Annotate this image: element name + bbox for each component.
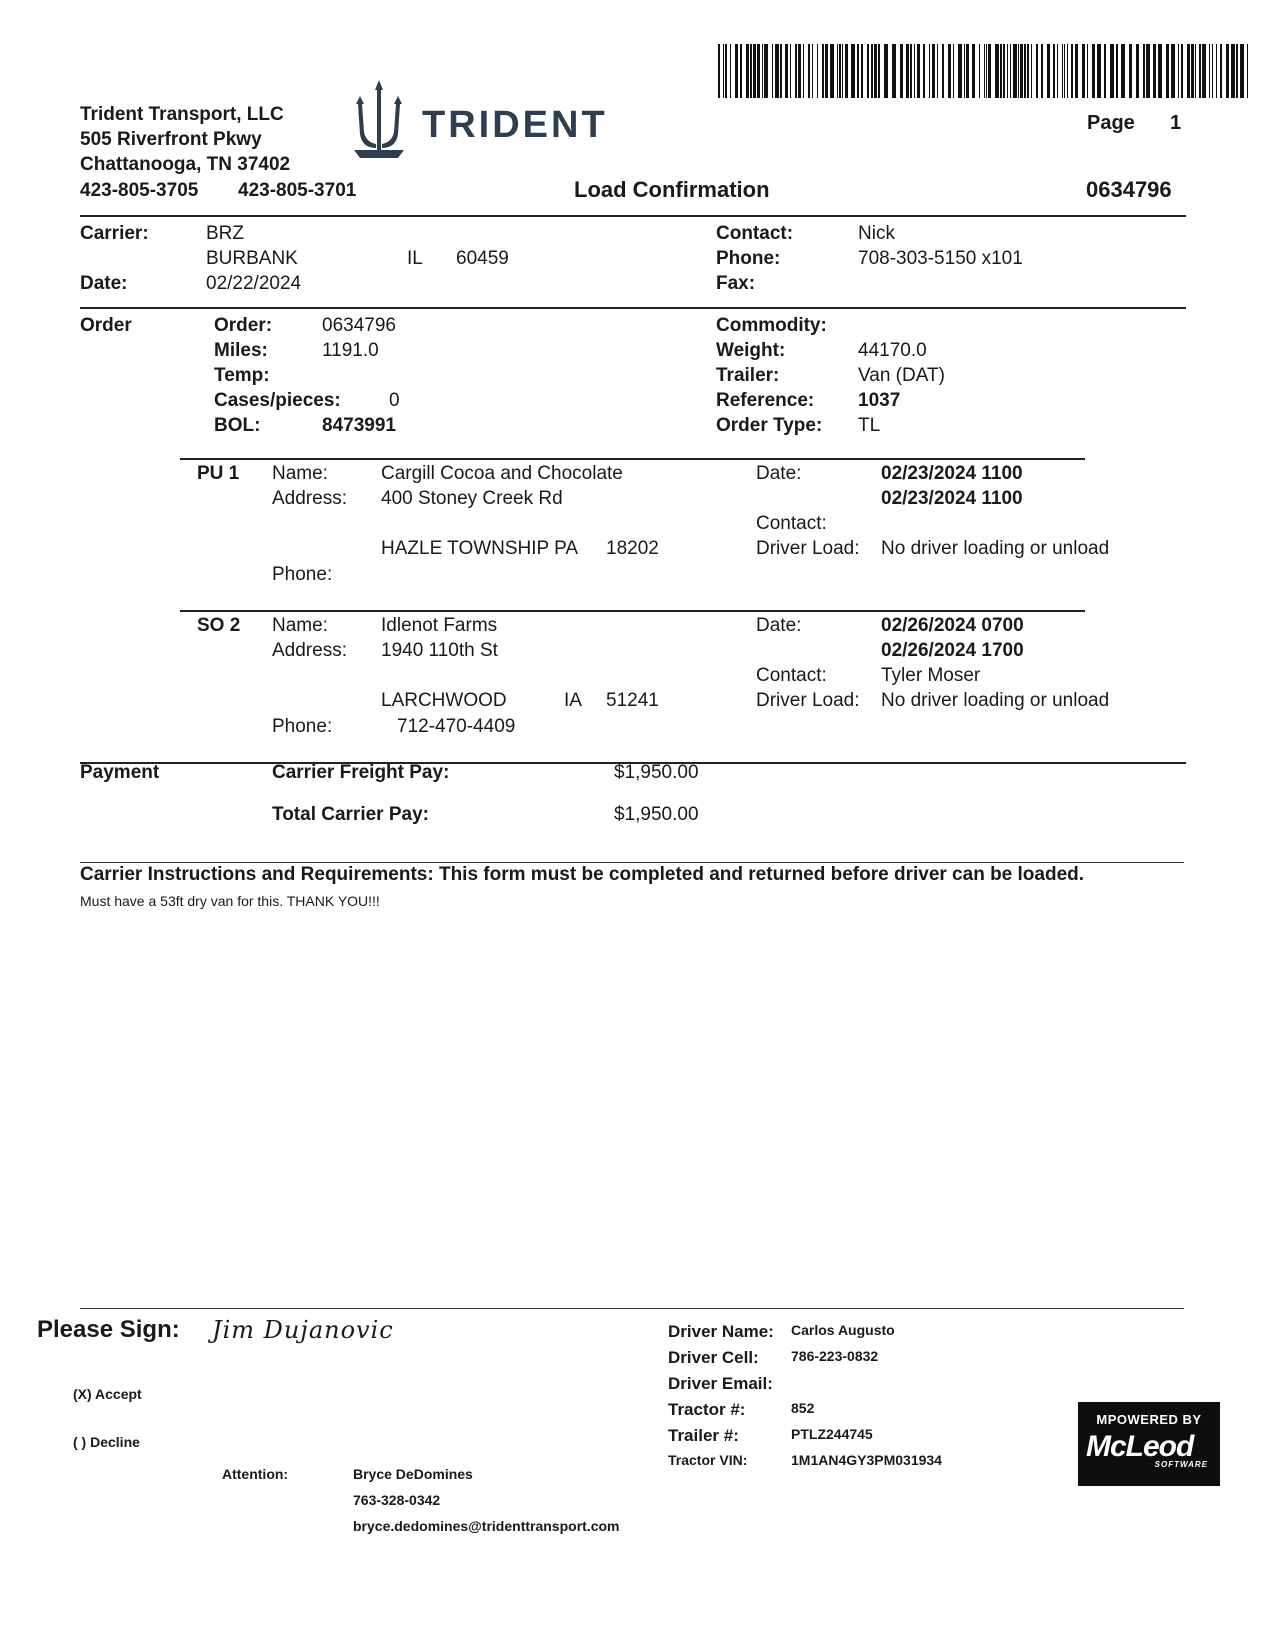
company-address-line2: Chattanooga, TN 37402 bbox=[80, 154, 291, 175]
barcode-bar bbox=[1129, 44, 1132, 98]
barcode-bar bbox=[1153, 44, 1156, 98]
barcode-bar bbox=[1075, 44, 1078, 98]
freight-pay-value: $1,950.00 bbox=[614, 762, 699, 783]
stop-address: 1940 110th St bbox=[381, 640, 498, 661]
driver-name: Carlos Augusto bbox=[791, 1322, 895, 1338]
date-label: Date: bbox=[80, 273, 128, 294]
barcode-bar bbox=[740, 44, 742, 98]
bol-value: 8473991 bbox=[322, 415, 396, 436]
date-value: 02/22/2024 bbox=[206, 273, 302, 294]
stop-driver-load-label: Driver Load: bbox=[756, 690, 860, 711]
trailer-number: PTLZ244745 bbox=[791, 1426, 873, 1442]
barcode-bar bbox=[1041, 44, 1043, 98]
commodity-label: Commodity: bbox=[716, 315, 827, 336]
barcode-bar bbox=[762, 44, 763, 98]
tractor-label: Tractor #: bbox=[668, 1400, 746, 1419]
stop-divider bbox=[180, 458, 1085, 460]
company-name: Trident Transport, LLC bbox=[80, 104, 284, 125]
barcode-bar bbox=[1007, 44, 1008, 98]
phone-value: 708-303-5150 x101 bbox=[858, 248, 1023, 269]
barcode-bar bbox=[937, 44, 938, 98]
barcode-bar bbox=[906, 44, 909, 98]
barcode-bar bbox=[871, 44, 873, 98]
weight-label: Weight: bbox=[716, 340, 786, 361]
barcode-bar bbox=[929, 44, 930, 98]
trailer-number-label: Trailer #: bbox=[668, 1426, 739, 1445]
barcode-bar bbox=[1226, 44, 1229, 98]
barcode-bar bbox=[1191, 44, 1194, 98]
stop-date-label: Date: bbox=[756, 615, 802, 636]
barcode-bar bbox=[1027, 44, 1029, 98]
barcode-bar bbox=[730, 44, 731, 98]
barcode-bar bbox=[1057, 44, 1058, 98]
trailer-value: Van (DAT) bbox=[858, 365, 945, 386]
barcode-bar bbox=[995, 44, 999, 98]
document-title: Load Confirmation bbox=[574, 177, 770, 202]
barcode-bar bbox=[914, 44, 915, 98]
tractor-number: 852 bbox=[791, 1400, 815, 1416]
carrier-zip: 60459 bbox=[456, 248, 509, 269]
stop-name-label: Name: bbox=[272, 615, 328, 636]
cases-label: Cases/pieces: bbox=[214, 390, 341, 411]
barcode-bar bbox=[874, 44, 877, 98]
attention-name: Bryce DeDomines bbox=[353, 1466, 473, 1482]
barcode bbox=[718, 44, 1248, 98]
trailer-label: Trailer: bbox=[716, 365, 780, 386]
miles-label: Miles: bbox=[214, 340, 268, 361]
barcode-bar bbox=[845, 44, 848, 98]
barcode-bar bbox=[1013, 44, 1017, 98]
barcode-bar bbox=[948, 44, 951, 98]
contact-value: Nick bbox=[858, 223, 895, 244]
barcode-bar bbox=[1031, 44, 1032, 98]
weight-value: 44170.0 bbox=[858, 340, 927, 361]
stop-address-label: Address: bbox=[272, 640, 347, 661]
barcode-bar bbox=[1247, 44, 1248, 98]
barcode-bar bbox=[1053, 44, 1055, 98]
barcode-bar bbox=[1136, 44, 1139, 98]
driver-cell-label: Driver Cell: bbox=[668, 1348, 759, 1367]
stop-date-2: 02/26/2024 1700 bbox=[881, 640, 1024, 661]
barcode-bar bbox=[1216, 44, 1217, 98]
barcode-bar bbox=[822, 44, 824, 98]
cases-value: 0 bbox=[389, 390, 400, 411]
barcode-bar bbox=[923, 44, 925, 98]
company-address-line1: 505 Riverfront Pkwy bbox=[80, 129, 262, 150]
stop-address-label: Address: bbox=[272, 488, 347, 509]
carrier-label: Carrier: bbox=[80, 223, 149, 244]
miles-value: 1191.0 bbox=[322, 340, 379, 361]
total-pay-label: Total Carrier Pay: bbox=[272, 804, 429, 825]
barcode-bar bbox=[1092, 44, 1095, 98]
barcode-bar bbox=[1199, 44, 1201, 98]
company-phone-1: 423-805-3705 bbox=[80, 180, 199, 201]
barcode-bar bbox=[984, 44, 985, 98]
barcode-bar bbox=[1018, 44, 1019, 98]
stop-name-label: Name: bbox=[272, 463, 328, 484]
barcode-bar bbox=[988, 44, 991, 98]
barcode-bar bbox=[1146, 44, 1150, 98]
stop-driver-load-label: Driver Load: bbox=[756, 538, 860, 559]
stop-divider bbox=[180, 610, 1085, 612]
order-type-label: Order Type: bbox=[716, 415, 823, 436]
barcode-bar bbox=[780, 44, 782, 98]
stop-date-2: 02/23/2024 1100 bbox=[881, 488, 1023, 509]
divider bbox=[80, 1308, 1184, 1309]
barcode-bar bbox=[1036, 44, 1038, 98]
barcode-bar bbox=[725, 44, 727, 98]
barcode-bar bbox=[1097, 44, 1101, 98]
barcode-bar bbox=[1187, 44, 1190, 98]
driver-name-label: Driver Name: bbox=[668, 1322, 774, 1341]
trident-logo-icon bbox=[354, 80, 404, 164]
trident-logo-text: TRIDENT bbox=[422, 104, 608, 146]
barcode-bar bbox=[1071, 44, 1073, 98]
barcode-bar bbox=[964, 44, 965, 98]
barcode-bar bbox=[900, 44, 903, 98]
barcode-bar bbox=[1212, 44, 1213, 98]
barcode-bar bbox=[884, 44, 888, 98]
barcode-bar bbox=[1143, 44, 1145, 98]
barcode-bar bbox=[798, 44, 801, 98]
barcode-bar bbox=[808, 44, 810, 98]
temp-label: Temp: bbox=[214, 365, 270, 386]
barcode-bar bbox=[785, 44, 788, 98]
barcode-bar bbox=[1240, 44, 1244, 98]
barcode-bar bbox=[892, 44, 896, 98]
barcode-bar bbox=[1067, 44, 1068, 98]
stop-name: Idlenot Farms bbox=[381, 615, 498, 636]
barcode-bar bbox=[735, 44, 738, 98]
stop-driver-load: No driver loading or unload bbox=[881, 690, 1110, 711]
stop-address: 400 Stoney Creek Rd bbox=[381, 488, 563, 509]
stop-zip: 51241 bbox=[606, 690, 659, 711]
barcode-bar bbox=[867, 44, 869, 98]
reference-value: 1037 bbox=[858, 390, 901, 411]
barcode-bar bbox=[812, 44, 813, 98]
stop-code: PU 1 bbox=[197, 463, 240, 484]
barcode-bar bbox=[790, 44, 791, 98]
barcode-bar bbox=[746, 44, 749, 98]
contact-label: Contact: bbox=[716, 223, 794, 244]
attention-email[interactable]: bryce.dedomines@tridenttransport.com bbox=[353, 1518, 620, 1534]
barcode-bar bbox=[1178, 44, 1179, 98]
barcode-bar bbox=[1202, 44, 1206, 98]
barcode-bar bbox=[851, 44, 855, 98]
reference-label: Reference: bbox=[716, 390, 815, 411]
stop-name: Cargill Cocoa and Chocolate bbox=[381, 463, 623, 484]
barcode-bar bbox=[1087, 44, 1088, 98]
barcode-bar bbox=[1195, 44, 1196, 98]
barcode-bar bbox=[953, 44, 954, 98]
barcode-bar bbox=[932, 44, 935, 98]
stop-phone: 712-470-4409 bbox=[397, 716, 516, 737]
decline-option[interactable]: ( ) Decline bbox=[73, 1434, 140, 1450]
order-type-value: TL bbox=[858, 415, 881, 436]
barcode-bar bbox=[842, 44, 843, 98]
barcode-bar bbox=[817, 44, 818, 98]
page-label: Page bbox=[1087, 112, 1135, 134]
stop-phone-label: Phone: bbox=[272, 564, 333, 585]
instructions-heading: Carrier Instructions and Requirements: This form must be completed and returned before driver can be loaded. bbox=[80, 864, 1085, 885]
barcode-bar bbox=[757, 44, 760, 98]
stop-date-label: Date: bbox=[756, 463, 802, 484]
barcode-bar bbox=[1010, 44, 1011, 98]
payment-section-label: Payment bbox=[80, 762, 160, 783]
barcode-bar bbox=[723, 44, 724, 98]
barcode-bar bbox=[1231, 44, 1235, 98]
mcleod-brand: McLeod bbox=[1086, 1430, 1194, 1463]
barcode-bar bbox=[966, 44, 969, 98]
barcode-bar bbox=[1220, 44, 1222, 98]
stop-driver-load: No driver loading or unload bbox=[881, 538, 1110, 559]
barcode-bar bbox=[979, 44, 980, 98]
barcode-bar bbox=[1110, 44, 1114, 98]
fax-label: Fax: bbox=[716, 273, 756, 294]
stop-phone-label: Phone: bbox=[272, 716, 333, 737]
barcode-bar bbox=[772, 44, 773, 98]
barcode-bar bbox=[839, 44, 841, 98]
total-pay-value: $1,950.00 bbox=[614, 804, 699, 825]
barcode-bar bbox=[825, 44, 828, 98]
divider bbox=[80, 307, 1186, 309]
carrier-city: BURBANK bbox=[206, 248, 298, 269]
barcode-bar bbox=[795, 44, 797, 98]
powered-by-text: MPOWERED BY bbox=[1096, 1412, 1202, 1427]
stop-state: IA bbox=[564, 690, 582, 711]
barcode-bar bbox=[878, 44, 880, 98]
tractor-vin: 1M1AN4GY3PM031934 bbox=[791, 1452, 942, 1468]
carrier-state: IL bbox=[407, 248, 423, 269]
stop-date-1: 02/26/2024 0700 bbox=[881, 615, 1024, 636]
barcode-bar bbox=[1171, 44, 1175, 98]
tractor-vin-label: Tractor VIN: bbox=[668, 1452, 748, 1468]
barcode-bar bbox=[1082, 44, 1085, 98]
order-label: Order: bbox=[214, 315, 273, 336]
signature-name: Jim Dujanovic bbox=[212, 1316, 394, 1344]
company-phone-2: 423-805-3701 bbox=[238, 180, 357, 201]
barcode-bar bbox=[1062, 44, 1063, 98]
barcode-bar bbox=[910, 44, 912, 98]
attention-phone: 763-328-0342 bbox=[353, 1492, 441, 1508]
stop-contact: Tyler Moser bbox=[881, 665, 981, 686]
barcode-bar bbox=[1064, 44, 1065, 98]
barcode-bar bbox=[1116, 44, 1118, 98]
barcode-bar bbox=[1158, 44, 1162, 98]
divider bbox=[80, 215, 1186, 217]
barcode-bar bbox=[803, 44, 804, 98]
barcode-bar bbox=[857, 44, 859, 98]
carrier-name: BRZ bbox=[206, 223, 244, 244]
barcode-bar bbox=[986, 44, 987, 98]
load-number: 0634796 bbox=[1086, 177, 1172, 202]
barcode-bar bbox=[1166, 44, 1169, 98]
barcode-bar bbox=[750, 44, 752, 98]
barcode-bar bbox=[958, 44, 962, 98]
barcode-bar bbox=[942, 44, 944, 98]
instructions-note: Must have a 53ft dry van for this. THANK YOU!!! bbox=[80, 893, 380, 909]
please-sign-label: Please Sign: bbox=[37, 1316, 180, 1343]
divider bbox=[80, 862, 1184, 863]
attention-label: Attention: bbox=[222, 1466, 289, 1482]
stop-contact-label: Contact: bbox=[756, 665, 827, 686]
barcode-bar bbox=[1024, 44, 1026, 98]
barcode-bar bbox=[830, 44, 834, 98]
stop-zip: 18202 bbox=[606, 538, 659, 559]
barcode-bar bbox=[1047, 44, 1050, 98]
phone-label: Phone: bbox=[716, 248, 781, 269]
stop-code: SO 2 bbox=[197, 615, 241, 636]
barcode-bar bbox=[1236, 44, 1238, 98]
barcode-bar bbox=[775, 44, 779, 98]
barcode-bar bbox=[753, 44, 756, 98]
stop-date-1: 02/23/2024 1100 bbox=[881, 463, 1023, 484]
driver-cell: 786-223-0832 bbox=[791, 1348, 879, 1364]
mcleod-logo bbox=[1078, 1402, 1220, 1486]
freight-pay-label: Carrier Freight Pay: bbox=[272, 762, 450, 783]
order-section-label: Order bbox=[80, 315, 132, 336]
stop-city: LARCHWOOD bbox=[381, 690, 507, 711]
bol-label: BOL: bbox=[214, 415, 261, 436]
stop-contact-label: Contact: bbox=[756, 513, 827, 534]
barcode-bar bbox=[718, 44, 720, 98]
barcode-bar bbox=[1020, 44, 1023, 98]
driver-email-label: Driver Email: bbox=[668, 1374, 773, 1393]
barcode-bar bbox=[837, 44, 838, 98]
barcode-bar bbox=[861, 44, 863, 98]
page-number: 1 bbox=[1170, 112, 1182, 134]
barcode-bar bbox=[1121, 44, 1125, 98]
barcode-bar bbox=[1104, 44, 1106, 98]
stop-city: HAZLE TOWNSHIP PA bbox=[381, 538, 579, 559]
order-value: 0634796 bbox=[322, 315, 396, 336]
barcode-bar bbox=[972, 44, 975, 98]
barcode-bar bbox=[1181, 44, 1183, 98]
barcode-bar bbox=[1003, 44, 1005, 98]
barcode-bar bbox=[917, 44, 920, 98]
accept-option[interactable]: (X) Accept bbox=[73, 1386, 142, 1402]
barcode-bar bbox=[764, 44, 768, 98]
mcleod-software: SOFTWARE bbox=[1154, 1460, 1208, 1469]
barcode-bar bbox=[1209, 44, 1210, 98]
barcode-bar bbox=[1000, 44, 1002, 98]
